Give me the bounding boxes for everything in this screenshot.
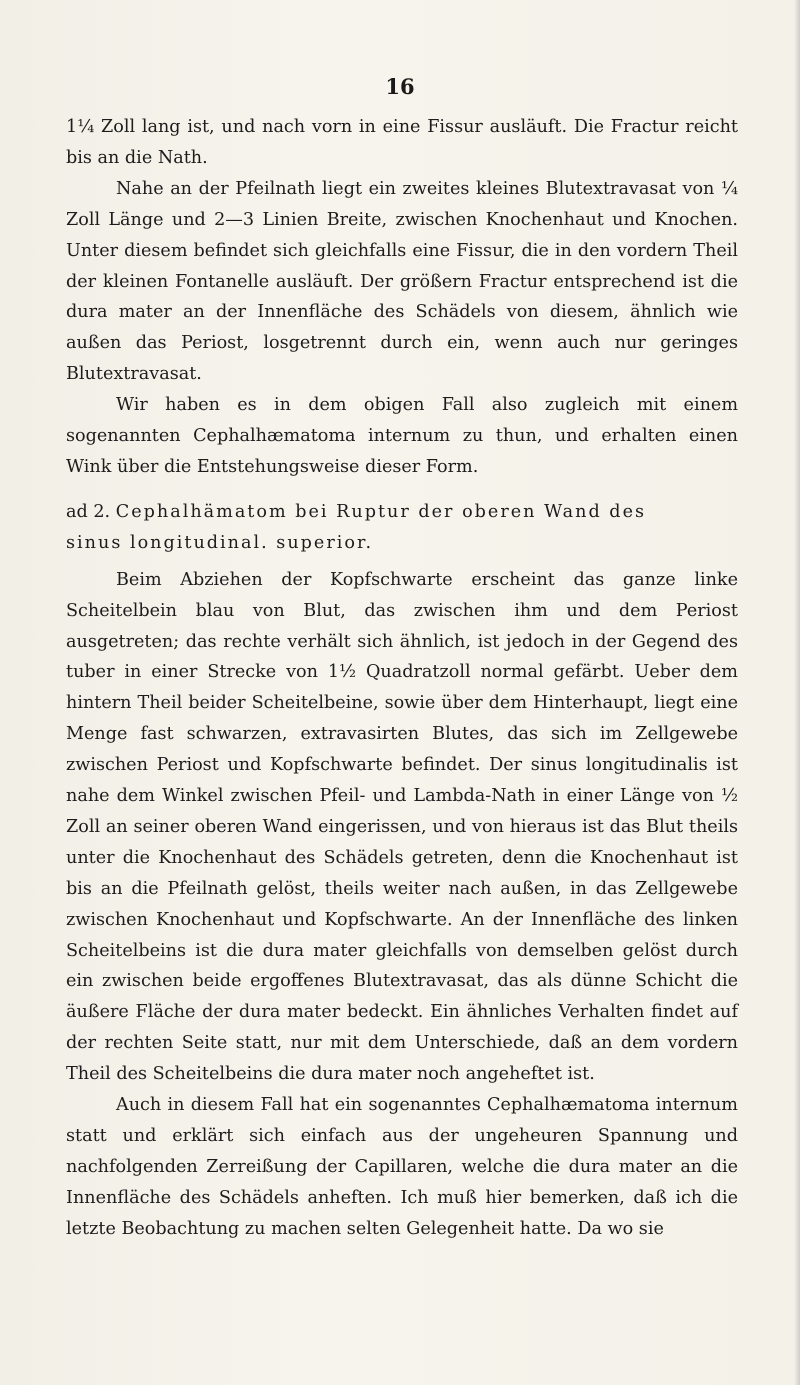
paragraph: 1¼ Zoll lang ist, und nach vorn in eine Fissur ausläuft. Die Fractur reicht bis an die Nath. [66, 117, 738, 168]
section-title: Cephalhämatom bei Ruptur der oberen Wand des [115, 501, 647, 522]
page-edge-shadow [794, 0, 800, 1385]
section-heading [66, 497, 738, 559]
section-number: ad 2. [66, 501, 111, 522]
section-latin: sinus longitudinal. superior. [66, 532, 374, 553]
paragraph: Auch in diesem Fall hat ein sogenanntes Cephalhæmatoma internum statt und erklärt sich einfach aus der ungeheuren Spannung und nachfolgenden Zerreißung der Capillaren, welche die dura mater an die Innenfläche des Schädels anheften. Ich muß hier bemerken, daß ich die letzte Beobachtung zu machen selten Gelegenheit hatte. Da wo sie [66, 1095, 738, 1239]
paragraph: Beim Abziehen der Kopfschwarte erscheint das ganze linke Scheitelbein blau von Blut, das zwischen ihm und dem Periost ausgetreten; das rechte verhält sich ähnlich, ist jedoch in der Gegend des tuber in einer Strecke von 1½ Quadratzoll normal gefärbt. Ueber dem hintern Theil beider Scheitelbeine, sowie über dem Hinterhaupt, liegt eine Menge fast schwarzen, extravasirten Blutes, das sich im Zellgewebe zwischen Periost und Kopfschwarte befindet. Der sinus longitudinalis ist nahe dem Winkel zwischen Pfeil- und Lambda-Nath in einer Länge von ½ Zoll an seiner oberen Wand eingerissen, und von hieraus ist das Blut theils unter die Knochenhaut des Schädels getreten, denn die Knochenhaut ist bis an die Pfeilnath gelöst, theils weiter nach außen, in das Zellgewebe zwischen Knochenhaut und Kopfschwarte. An der Innenfläche des linken Scheitelbeins ist die dura mater gleichfalls von demselben gelöst durch ein zwischen beide ergoffenes Blutextravasat, das als dünne Schicht die äußere Fläche der dura mater bedeckt. Ein ähnliches Verhalten findet auf der rechten Seite statt, nur mit dem Unterschiede, daß an dem vordern Theil des Scheitelbeins die dura mater noch angeheftet ist. [66, 569, 738, 1085]
paragraph: Nahe an der Pfeilnath liegt ein zweites kleines Blutextravasat von ¼ Zoll Länge und 2—3 Linien Breite, zwischen Knochenhaut und Knochen. Unter diesem befindet sich gleichfalls eine Fissur, die in den vordern Theil der kleinen Fontanelle ausläuft. Der größern Fractur entsprechend ist die dura mater an der Innenfläche des Schädels von diesem, ähnlich wie außen das Periost, losgetrennt durch ein, wenn auch nur geringes Blutextravasat. [66, 178, 738, 385]
page-number: 16 [385, 74, 415, 99]
paragraph: Wir haben es in dem obigen Fall also zugleich mit einem sogenannten Cephalhæmatoma internum zu thun, und erhalten einen Wink über die Entstehungsweise dieser Form. [66, 395, 738, 477]
body-text [66, 112, 738, 1245]
